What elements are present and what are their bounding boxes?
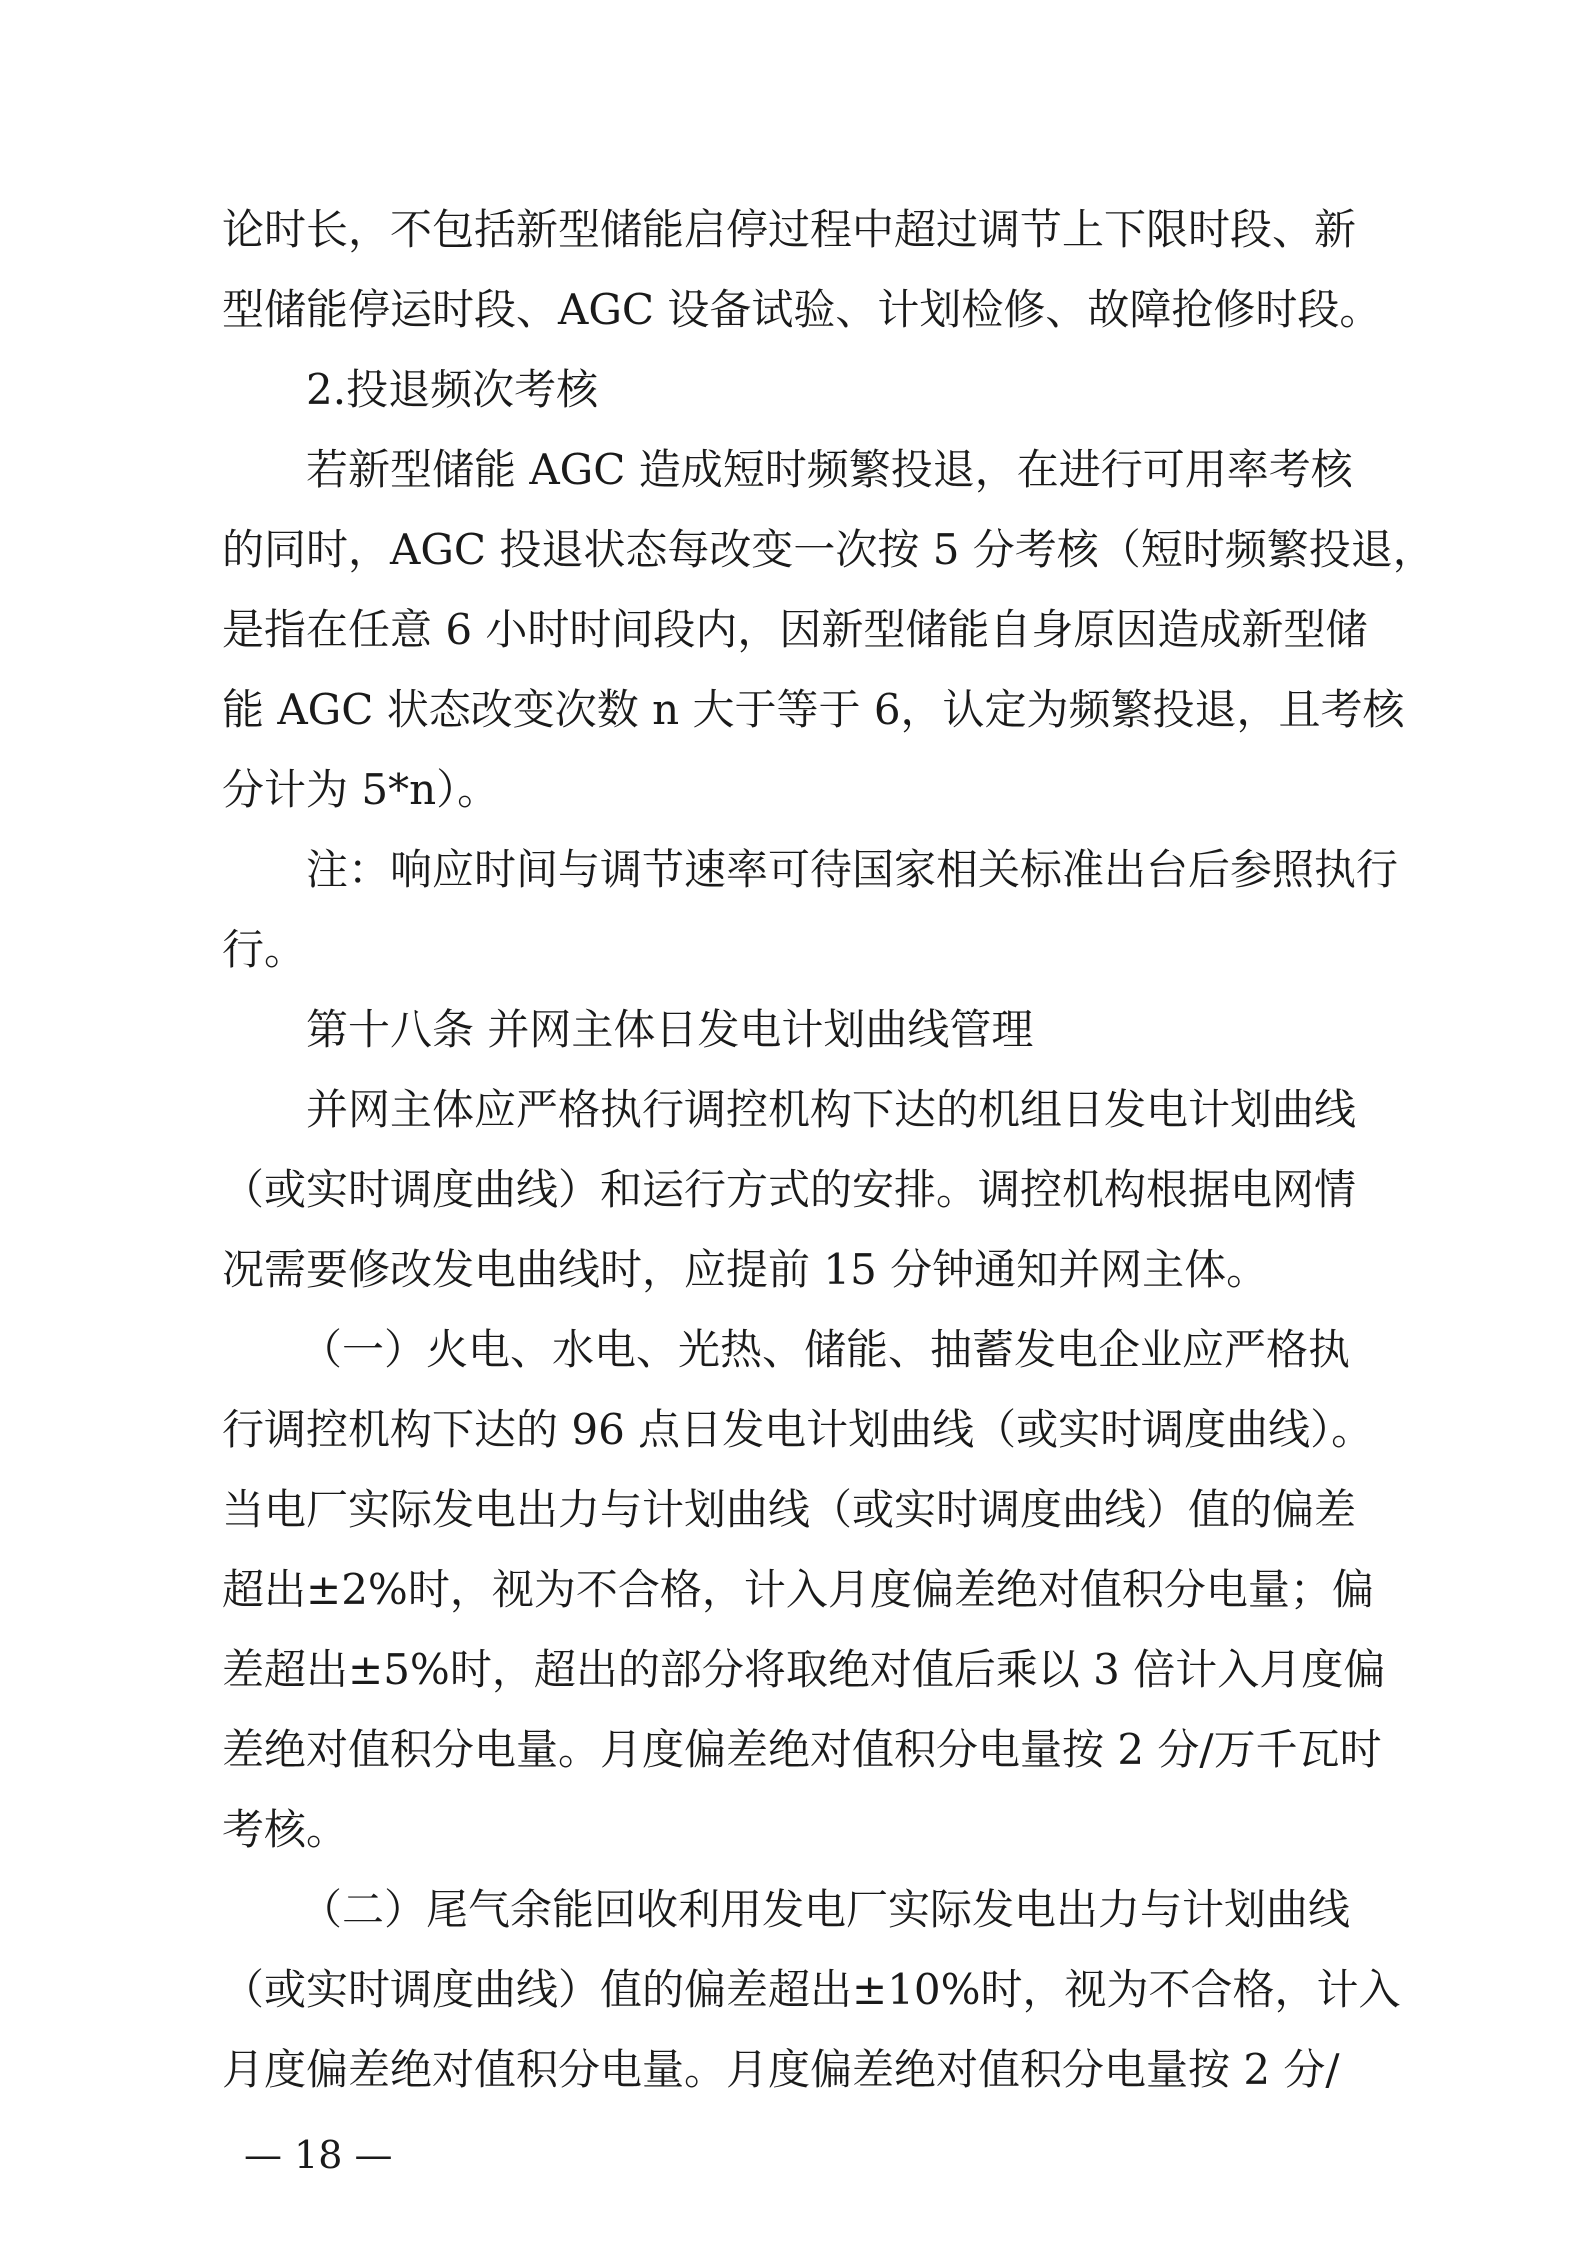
paragraph-line: 差超出±5%时，超出的部分将取绝对值后乘以 3 倍计入月度偏 [222, 1645, 1386, 1694]
paragraph-line: 分计为 5*n）。 [222, 765, 500, 814]
paragraph-line: 的同时，AGC 投退状态每改变一次按 5 分考核（短时频繁投退， [222, 525, 1435, 574]
paragraph-line: 月度偏差绝对值积分电量。月度偏差绝对值积分电量按 2 分/ [222, 2045, 1340, 2094]
paragraph-line: 是指在任意 6 小时时间段内，因新型储能自身原因造成新型储 [222, 605, 1368, 654]
paragraph-line: 并网主体应严格执行调控机构下达的机组日发电计划曲线 [306, 1085, 1357, 1134]
page-number: — 18 — [244, 2133, 393, 2177]
note-line: 注：响应时间与调节速率可待国家相关标准出台后参照执行 [306, 845, 1399, 894]
paragraph-line: 超出±2%时，视为不合格，计入月度偏差绝对值积分电量；偏 [222, 1565, 1374, 1614]
article-heading: 第十八条 并网主体日发电计划曲线管理 [306, 1005, 1034, 1054]
paragraph-line: 论时长，不包括新型储能启停过程中超过调节上下限时段、新 [222, 205, 1357, 254]
paragraph-line: 型储能停运时段、AGC 设备试验、计划检修、故障抢修时段。 [222, 285, 1382, 334]
paragraph-line: （一）火电、水电、光热、储能、抽蓄发电企业应严格执 [300, 1325, 1351, 1374]
note-line: 行。 [222, 925, 307, 974]
subsection-heading: 2.投退频次考核 [306, 365, 599, 414]
paragraph-line: 若新型储能 AGC 造成短时频繁投退，在进行可用率考核 [306, 445, 1353, 494]
paragraph-line: 考核。 [222, 1805, 349, 1854]
paragraph-line: 当电厂实际发电出力与计划曲线（或实时调度曲线）值的偏差 [222, 1485, 1357, 1534]
paragraph-line: （二）尾气余能回收利用发电厂实际发电出力与计划曲线 [300, 1885, 1351, 1934]
paragraph-line: （或实时调度曲线）值的偏差超出±10%时，视为不合格，计入 [222, 1965, 1401, 2014]
paragraph-line: 能 AGC 状态改变次数 n 大于等于 6，认定为频繁投退，且考核 [222, 685, 1405, 734]
paragraph-line: 况需要修改发电曲线时，应提前 15 分钟通知并网主体。 [222, 1245, 1269, 1294]
paragraph-line: 行调控机构下达的 96 点日发电计划曲线（或实时调度曲线）。 [222, 1405, 1374, 1454]
paragraph-line: （或实时调度曲线）和运行方式的安排。调控机构根据电网情 [222, 1165, 1357, 1214]
paragraph-line: 差绝对值积分电量。月度偏差绝对值积分电量按 2 分/万千瓦时 [222, 1725, 1382, 1774]
